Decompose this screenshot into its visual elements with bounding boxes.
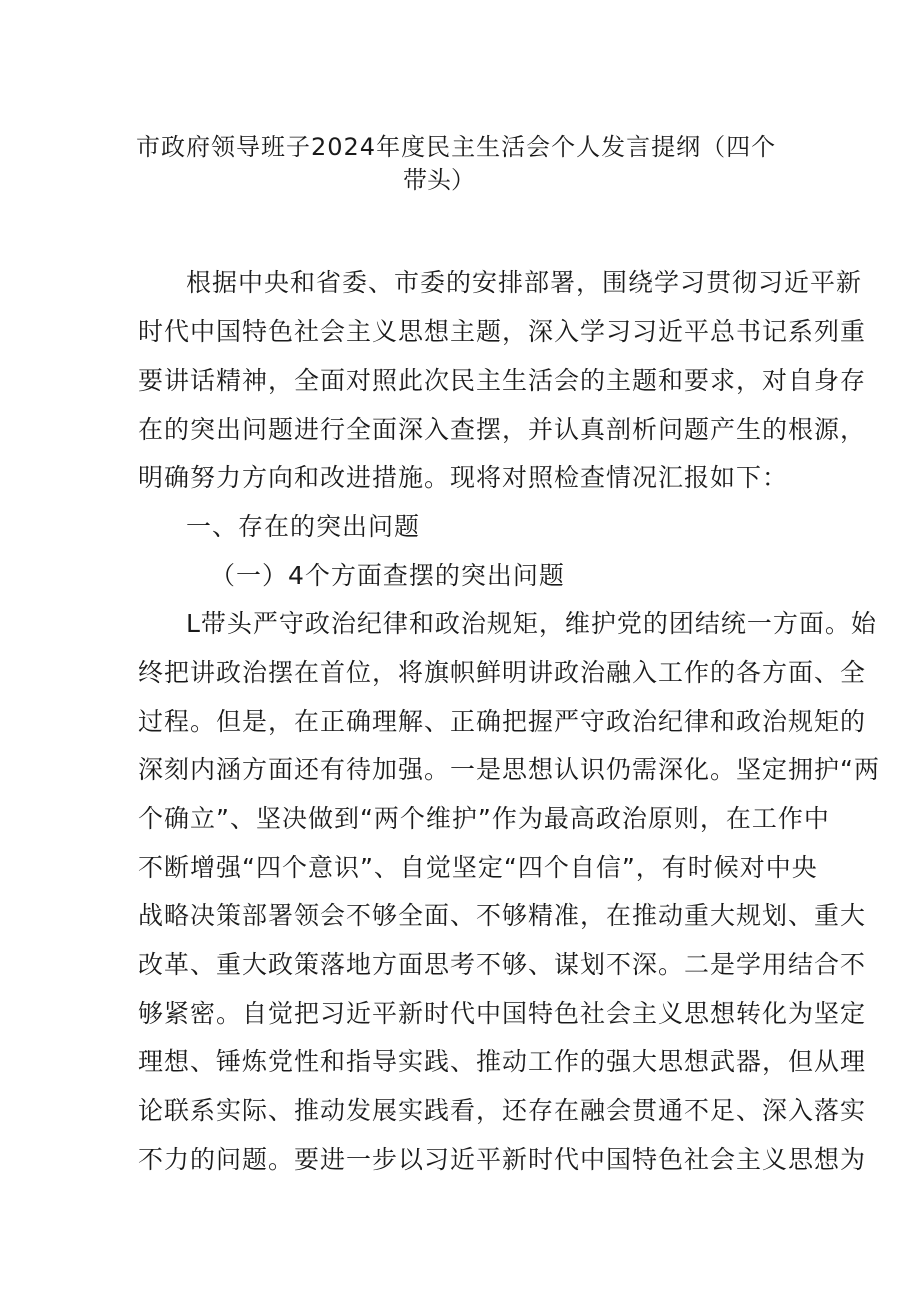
body-line: 根据中央和省委、市委的安排部署，围绕学习贯彻习近平新 <box>186 268 863 297</box>
body-line: 终把讲政治摆在首位，将旗帜鲜明讲政治融入工作的各方面、全 <box>138 658 867 687</box>
body-line: 时代中国特色社会主义思想主题，深入学习习近平总书记系列重 <box>138 317 867 346</box>
body-line: 理想、锤炼党性和指导实践、推动工作的强大思想武器，但从理 <box>138 1047 867 1076</box>
body-line: 明确努力方向和改进措施。现将对照检查情况汇报如下： <box>138 463 789 492</box>
subsection-heading: （一）4个方面查摆的突出问题 <box>210 561 565 590</box>
body-line: 要讲话精神，全面对照此次民主生活会的主题和要求，对自身存 <box>138 366 867 395</box>
body-line: 不力的问题。要进一步以习近平新时代中国特色社会主义思想为 <box>138 1145 867 1174</box>
body-line: 够紧密。自觉把习近平新时代中国特色社会主义思想转化为坚定 <box>138 999 867 1028</box>
body-line: 在的突出问题进行全面深入查摆，并认真剖析问题产生的根源， <box>138 415 867 444</box>
body-line: 不断增强“四个意识”、自觉坚定“四个自信”，有时候对中央 <box>138 853 818 882</box>
document-title-line-1: 市政府领导班子2024年度民主生活会个人发言提纲（四个 <box>136 133 777 161</box>
body-line: 个确立”、坚决做到“两个维护”作为最高政治原则，在工作中 <box>138 804 830 833</box>
body-line: L带头严守政治纪律和政治规矩，维护党的团结统一方面。始 <box>186 609 877 638</box>
document-title-line-2: 带头） <box>403 166 475 194</box>
section-heading: 一、存在的突出问题 <box>186 512 421 541</box>
body-line: 论联系实际、推动发展实践看，还存在融会贯通不足、深入落实 <box>138 1096 867 1125</box>
body-line: 战略决策部署领会不够全面、不够精准，在推动重大规划、重大 <box>138 901 867 930</box>
body-line: 深刻内涵方面还有待加强。一是思想认识仍需深化。坚定拥护“两 <box>138 755 880 784</box>
body-line: 过程。但是，在正确理解、正确把握严守政治纪律和政治规矩的 <box>138 707 867 736</box>
body-line: 改革、重大政策落地方面思考不够、谋划不深。二是学用结合不 <box>138 950 867 979</box>
